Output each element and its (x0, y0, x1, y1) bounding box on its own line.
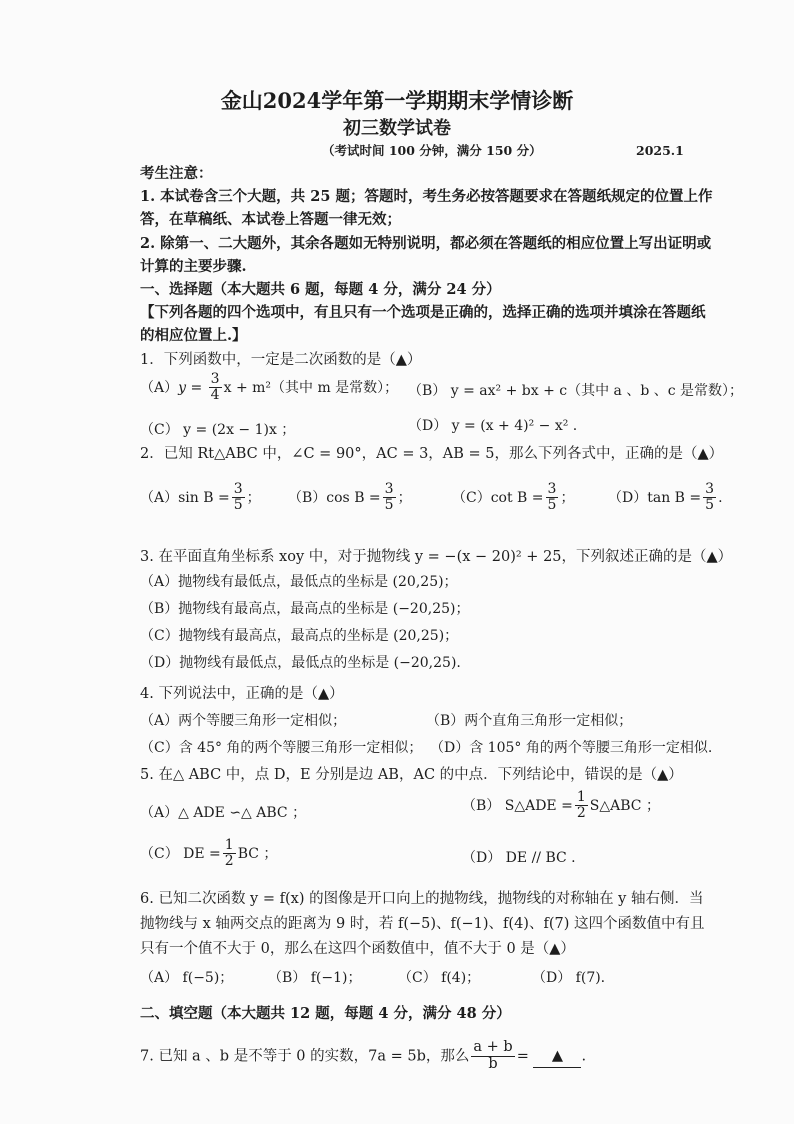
exam-info: （考试时间 100 分钟，满分 150 分） (322, 143, 542, 158)
section1-heading: 一、选择题（本大题共 6 题，每题 4 分，满分 24 分） (140, 281, 501, 298)
q4-stem: 4. 下列说法中，正确的是（▲） (140, 686, 344, 702)
q7-question: 7. 已知 a 、b 是不等于 0 的实数，7a = 5b，那么 $\frac{a + b}{b}$ = ▲ . (140, 1039, 587, 1072)
q1-a-fraction: $\frac{3}{4}$ (210, 371, 220, 404)
q3-option-c: （C）抛物线有最高点，最高点的坐标是 (20,25)； (140, 628, 459, 644)
q5-stem: 5. 在△ ABC 中，点 D，E 分别是边 AB，AC 的中点．下列结论中，错误的是（▲） (140, 767, 683, 783)
q6-option-c: （C） f(4)； (398, 970, 481, 986)
notice-line-1b: 答，在草稿纸、本试卷上答题一律无效； (140, 211, 401, 228)
q2-option-a: （A）sin B = $\frac{3}{5}$ ； (140, 481, 261, 514)
exam-subtitle: 初三数学试卷 (343, 118, 451, 139)
section2-heading: 二、填空题（本大题共 12 题，每题 4 分，满分 48 分） (140, 1005, 511, 1022)
q1-option-b: （B） y = ax² + bx + c（其中 a 、b 、c 是常数）； (408, 383, 744, 399)
q6-line-2: 抛物线与 x 轴两交点的距离为 9 时，若 f(−5)、f(−1)、f(4)、f(7) 这四个函数值中有且 (140, 916, 705, 932)
notice-line-2a: 2. 除第一、二大题外，其余各题如无特别说明，都必须在答题纸的相应位置上写出证明或 (140, 235, 712, 252)
q4-option-c: （C）含 45° 角的两个等腰三角形一定相似； (140, 740, 423, 756)
exam-title: 金山2024学年第一学期期末学情诊断 (220, 88, 574, 113)
section1-instruction-2: 的相应位置上.】 (140, 327, 247, 344)
q6-option-d: （D） f(7). (532, 970, 606, 986)
q2-option-c: （C）cot B = $\frac{3}{5}$ ； (452, 481, 575, 514)
q4-option-a: （A）两个等腰三角形一定相似； (140, 713, 347, 729)
q5-option-a: （A）△ ADE ∽△ ABC ； (140, 805, 307, 821)
exam-date: 2025.1 (636, 143, 684, 158)
q2-option-d: （D）tan B = $\frac{3}{5}$ . (608, 481, 723, 514)
q3-option-d: （D）抛物线有最低点，最低点的坐标是 (−20,25). (140, 655, 461, 671)
notice-line-1a: 1. 本试卷含三个大题，共 25 题；答题时，考生务必按答题要求在答题纸规定的位置上作 (140, 188, 713, 205)
section1-instruction-1: 【下列各题的四个选项中，有且只有一个选项是正确的，选择正确的选项并填涂在答题纸 (140, 304, 706, 321)
q3-option-b: （B）抛物线有最高点，最高点的坐标是 (−20,25)； (140, 601, 470, 617)
q7-answer-blank: ▲ (533, 1046, 581, 1068)
q2-option-b: （B）cos B = $\frac{3}{5}$ ； (288, 481, 412, 514)
q6-option-a: （A） f(−5)； (140, 970, 234, 986)
q2-stem: 2．已知 Rt△ABC 中，∠C = 90°，AC = 3，AB = 5，那么下列各式中，正确的是（▲） (140, 446, 724, 462)
q6-line-1: 6. 已知二次函数 y = f(x) 的图像是开口向上的抛物线，抛物线的对称轴在 y 轴右侧．当 (140, 891, 704, 907)
q6-line-3: 只有一个值不大于 0，那么在这四个函数值中，值不大于 0 是（▲） (140, 941, 575, 957)
q1-option-a: （A）y = $\frac{3}{4}$ x + m²（其中 m 是常数）； (140, 371, 399, 404)
q5-option-c: （C） DE = $\frac{1}{2}$ BC ； (140, 837, 278, 870)
q5-option-d: （D） DE // BC . (462, 850, 576, 866)
q1-option-c: （C） y = (2x − 1)x ； (140, 422, 296, 438)
q3-stem: 3. 在平面直角坐标系 xoy 中，对于抛物线 y = −(x − 20)² + 25，下列叙述正确的是（▲） (140, 549, 733, 565)
q3-option-a: （A）抛物线有最低点，最低点的坐标是 (20,25)； (140, 574, 458, 590)
q4-option-b: （B）两个直角三角形一定相似； (426, 713, 633, 729)
q6-option-b: （B） f(−1)； (268, 970, 362, 986)
q1-option-d: （D） y = (x + 4)² − x² . (408, 418, 578, 434)
notice-heading: 考生注意： (140, 165, 213, 182)
q5-option-b: （B） S△ADE = $\frac{1}{2}$ S△ABC ； (462, 789, 660, 822)
notice-line-2b: 计算的主要步骤. (140, 258, 247, 275)
q1-stem: 1．下列函数中，一定是二次函数的是（▲） (140, 352, 422, 368)
q4-option-d: （D）含 105° 角的两个等腰三角形一定相似. (430, 740, 713, 756)
